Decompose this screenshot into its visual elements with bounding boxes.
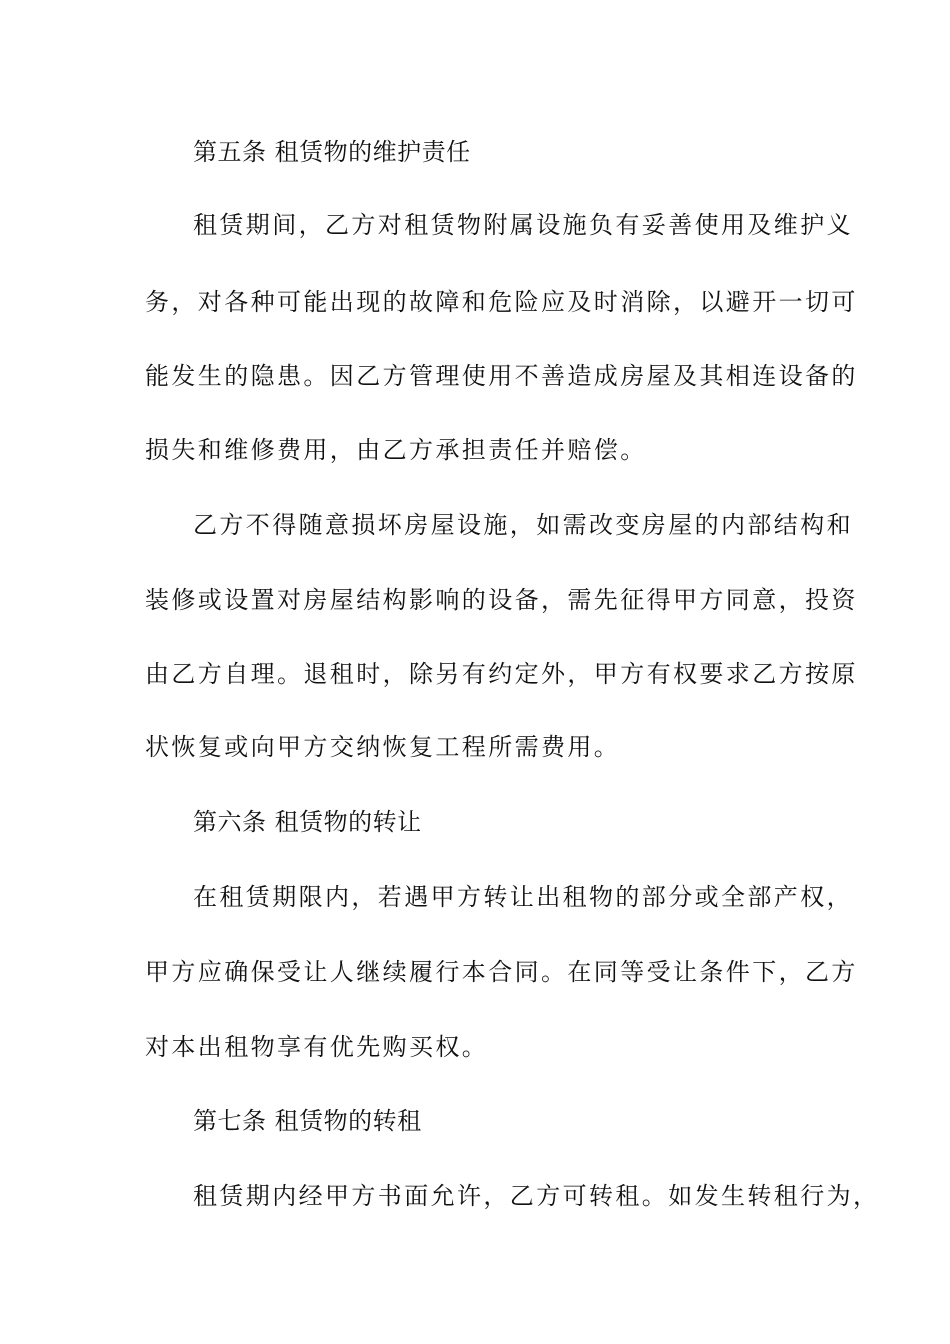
- paragraph-line: 对本出租物享有优先购买权。: [145, 1033, 489, 1061]
- paragraph-line: 租赁期间，乙方对租赁物附属设施负有妥善使用及维护义: [193, 211, 853, 239]
- paragraph-line: 乙方不得随意损坏房屋设施，如需改变房屋的内部结构和: [193, 511, 853, 539]
- paragraph-line: 租赁期内经甲方书面允许，乙方可转租。如发生转租行为，: [193, 1182, 880, 1210]
- paragraph-line: 在租赁期限内，若遇甲方转让出租物的部分或全部产权，: [193, 883, 853, 911]
- paragraph-line: 甲方应确保受让人继续履行本合同。在同等受让条件下，乙方: [145, 958, 858, 986]
- article-7-heading: 第七条 租赁物的转租: [193, 1107, 422, 1135]
- article-6-heading: 第六条 租赁物的转让: [193, 808, 422, 836]
- paragraph-line: 务，对各种可能出现的故障和危险应及时消除，以避开一切可: [145, 288, 858, 316]
- paragraph-line: 损失和维修费用，由乙方承担责任并赔偿。: [145, 436, 647, 464]
- article-5-heading: 第五条 租赁物的维护责任: [193, 138, 471, 166]
- paragraph-line: 装修或设置对房屋结构影响的设备，需先征得甲方同意，投资: [145, 586, 858, 614]
- paragraph-line: 由乙方自理。退租时，除另有约定外，甲方有权要求乙方按原: [145, 660, 858, 688]
- paragraph-line: 能发生的隐患。因乙方管理使用不善造成房屋及其相连设备的: [145, 362, 858, 390]
- paragraph-line: 状恢复或向甲方交纳恢复工程所需费用。: [145, 733, 621, 761]
